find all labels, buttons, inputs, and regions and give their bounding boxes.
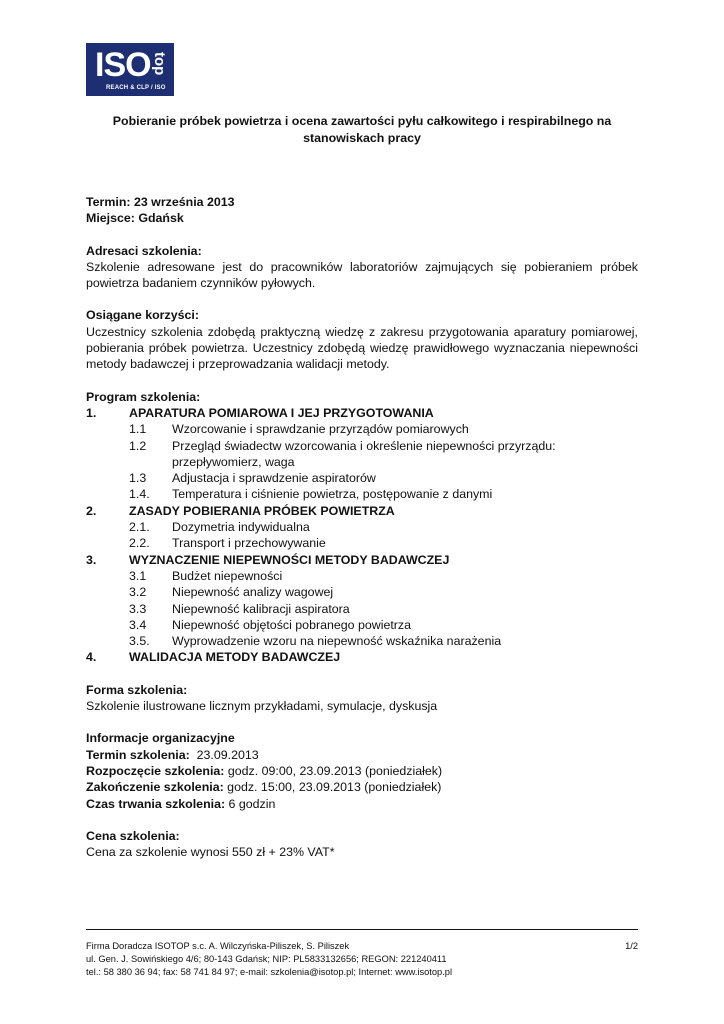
program-item-number: 3.5. (129, 634, 150, 649)
info-duration-label: Czas trwania szkolenia: (86, 796, 226, 811)
korzysci-heading: Osiągane korzyści: (86, 308, 199, 323)
program-list (86, 405, 638, 666)
program-section-number: 2. (86, 503, 97, 518)
program-item (86, 535, 638, 551)
program-item-text: Transport i przechowywanie (172, 536, 326, 551)
program-item (86, 486, 638, 502)
info-termin-value: 23.09.2013 (189, 747, 259, 762)
program-item-number: 3.3 (129, 601, 147, 616)
program-item-number: 2.1. (129, 520, 150, 535)
program-section-label: WALIDACJA METODY BADAWCZEJ (129, 650, 341, 665)
info-start-label: Rozpoczęcie szkolenia: (86, 763, 225, 778)
forma-text: Szkolenie ilustrowane licznym przykładami, symulacje, dyskusja (86, 699, 438, 714)
forma-heading: Forma szkolenia: (86, 682, 188, 697)
miejsce-line: Miejsce: Gdańsk (86, 211, 184, 226)
program-heading: Program szkolenia: (86, 389, 201, 404)
info-start (86, 763, 638, 779)
footer-company: Firma Doradcza ISOTOP s.c. A. Wilczyńska-Piliszek, S. Piliszek (86, 941, 350, 951)
termin-line: Termin: 23 września 2013 (86, 195, 235, 209)
cena-text: Cena za szkolenie wynosi 550 zł + 23% VAT* (86, 845, 335, 860)
cena-heading: Cena szkolenia: (86, 828, 180, 843)
program-item-number: 3.2 (129, 585, 147, 600)
program-item (86, 633, 638, 649)
program-section-number: 3. (86, 552, 97, 567)
adresaci-text: Szkolenie adresowane jest do pracowników laboratoriów zajmujących się pobieraniem próbek powietrza badaniem czynników pyłowych. (86, 259, 638, 291)
program-section-number: 1. (86, 405, 97, 420)
logo-subtitle: REACH & CLP / ISO (106, 85, 166, 91)
program-item (86, 617, 638, 633)
company-logo (86, 43, 174, 96)
info-duration (86, 796, 638, 812)
program-item (86, 584, 638, 600)
program-section-label: WYZNACZENIE NIEPEWNOŚCI METODY BADAWCZEJ (129, 552, 450, 567)
program-section-number: 4. (86, 650, 97, 665)
footer-contact: tel.: 58 380 36 94; fax: 58 741 84 97; e-mail: szkolenia@isotop.pl; Internet: www.isotop.pl (86, 967, 453, 977)
program-item-text: Przegląd świadectw wzorcowania i określenie niepewności przyrządu: przepływomierz, waga (172, 438, 556, 469)
program-item-number: 3.4 (129, 617, 147, 632)
info-duration-value: 6 godzin (225, 796, 276, 811)
logo-side-text: top (151, 52, 168, 76)
program-section-label: ZASADY POBIERANIA PRÓBEK POWIETRZA (129, 503, 395, 518)
info-end (86, 779, 638, 795)
document-title: Pobieranie próbek powietrza i ocena zawartości pyłu całkowitego i respirabilnego na stanowiskach pracy (112, 114, 612, 145)
program-item-text: Dozymetria indywidualna (172, 520, 310, 535)
footer-divider (86, 929, 638, 930)
program-item-text: Niepewność analizy wagowej (172, 585, 334, 600)
program-item-text: Niepewność objętości pobranego powietrza (172, 617, 412, 632)
info-termin (86, 747, 638, 763)
info-termin-label: Termin szkolenia: (86, 747, 190, 762)
program-item-number: 1.1 (129, 422, 147, 437)
logo-main-text: ISO (95, 46, 151, 84)
program-item-number: 1.2 (129, 438, 147, 453)
page-number: 1/2 (625, 941, 638, 951)
program-section-label: APARATURA POMIAROWA I JEJ PRZYGOTOWANIA (129, 405, 434, 420)
program-item-text: Budżet niepewności (172, 568, 283, 583)
program-section (86, 552, 638, 568)
info-end-value: godz. 15:00, 23.09.2013 (poniedziałek) (223, 780, 442, 795)
info-start-value: godz. 09:00, 23.09.2013 (poniedziałek) (224, 763, 443, 778)
program-item (86, 519, 638, 535)
program-section (86, 405, 638, 421)
document-body (86, 194, 638, 860)
program-item-text: Niepewność kalibracji aspiratora (172, 601, 350, 616)
footer (86, 940, 638, 979)
info-end-label: Zakończenie szkolenia: (86, 780, 224, 795)
program-item-text: Wzorcowanie i sprawdzanie przyrządów pomiarowych (172, 422, 469, 437)
program-item (86, 470, 638, 486)
program-section (86, 649, 638, 665)
program-item (86, 421, 638, 437)
program-item (86, 438, 638, 471)
program-item (86, 601, 638, 617)
program-item-text: Adjustacja i sprawdzenie aspiratorów (172, 471, 376, 486)
korzysci-text: Uczestnicy szkolenia zdobędą praktyczną wiedzę z zakresu przygotowania aparatury pomiarowej, pobierania próbek powietrza. Uczestnicy zdobędą wiedzę prawidłowego wyznaczania niepewności metody badawczej i przeprowadzania walidacji metody. (86, 324, 638, 372)
program-item (86, 568, 638, 584)
informacje-heading: Informacje organizacyjne (86, 731, 235, 746)
program-item-number: 1.3 (129, 471, 147, 486)
adresaci-heading: Adresaci szkolenia: (86, 243, 202, 258)
program-item-number: 3.1 (129, 568, 147, 583)
program-item-number: 2.2. (129, 536, 150, 551)
program-item-number: 1.4. (129, 487, 150, 502)
program-section (86, 503, 638, 519)
footer-address: ul. Gen. J. Sowińskiego 4/6; 80-143 Gdańsk; NIP: PL5833132656; REGON: 221240411 (86, 954, 447, 964)
program-item-text: Wyprowadzenie wzoru na niepewność wskaźnika narażenia (172, 634, 502, 649)
program-item-text: Temperatura i ciśnienie powietrza, postępowanie z danymi (172, 487, 493, 502)
